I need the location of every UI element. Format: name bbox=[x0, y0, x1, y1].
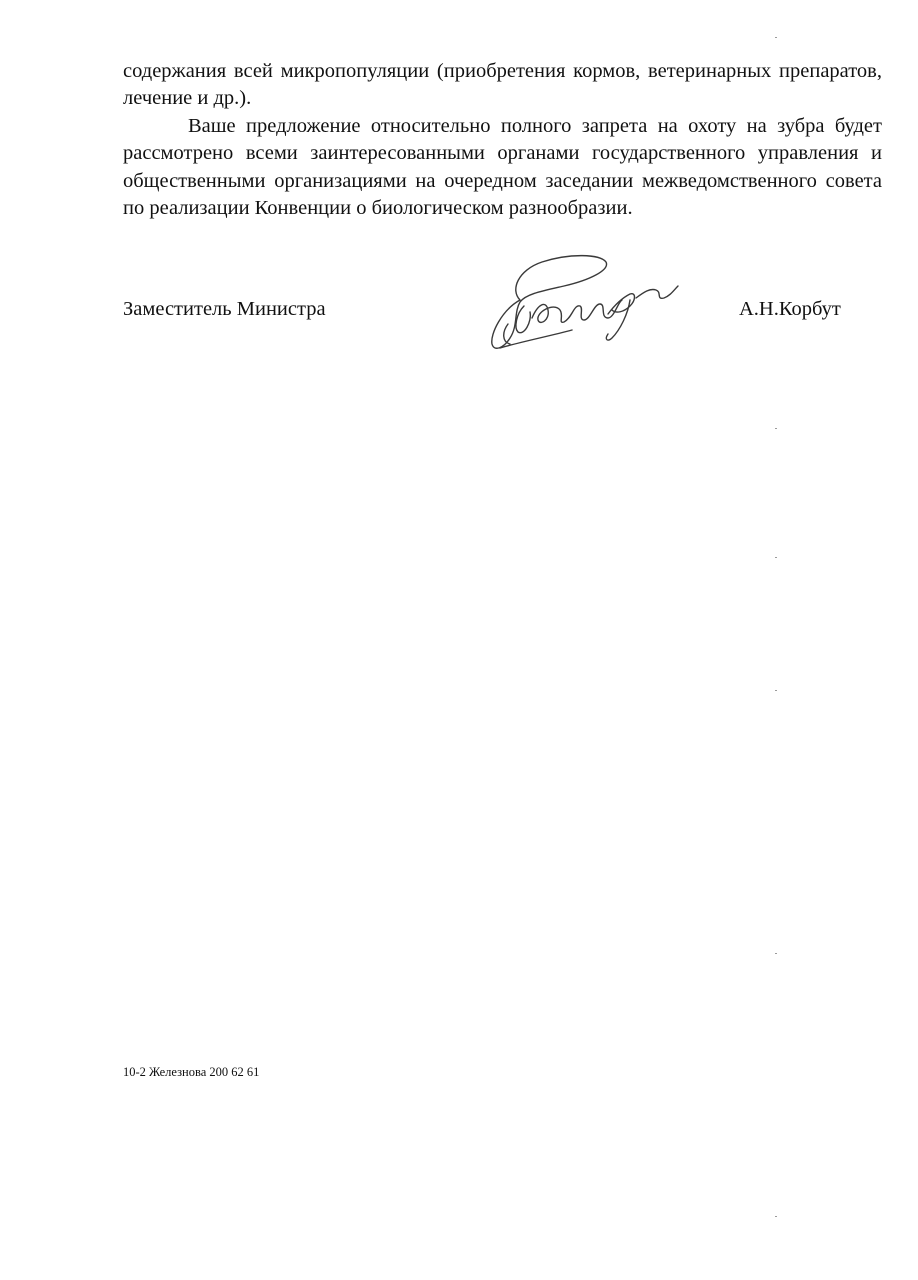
scan-artifact-dot bbox=[775, 37, 777, 38]
scan-artifact-dot bbox=[775, 557, 777, 558]
letter-paragraph-proposal: Ваше предложение относительно полного запрета на охоту на зубра будет рассмотрено всеми заинтересованными органами государственного управления и общественными организациями на очередном заседании межведомственного совета по реализации Конвенции о биологическом разнообразии. bbox=[123, 114, 882, 220]
executor-contact-note: 10-2 Железнова 200 62 61 bbox=[123, 1065, 260, 1079]
handwritten-signature-icon bbox=[480, 240, 680, 360]
scan-artifact-dot bbox=[775, 428, 777, 429]
signer-position-title: Заместитель Министра bbox=[123, 298, 326, 320]
scan-artifact-dot bbox=[775, 690, 777, 691]
scan-artifact-dot bbox=[775, 1216, 777, 1217]
scan-artifact-dot bbox=[775, 953, 777, 954]
letter-paragraph-continued: содержания всей микропопуляции (приобретения кормов, ветеринарных препаратов, лечение и др.). bbox=[123, 60, 882, 110]
letter-body bbox=[123, 58, 882, 222]
signer-name: А.Н.Корбут bbox=[739, 298, 841, 320]
